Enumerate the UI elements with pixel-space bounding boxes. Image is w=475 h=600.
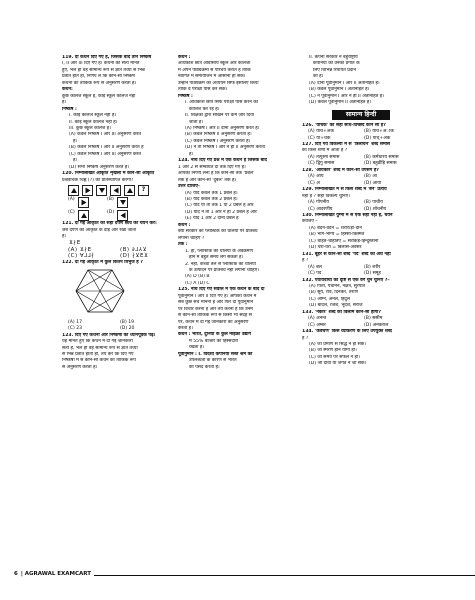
footer-label: 6 | AGRAWAL EXAMCART	[14, 571, 92, 577]
option-label: (B)	[107, 197, 114, 203]
question-text: 122. दी गई आकृति में कुल कितने त्रिभुज हैं ?	[62, 259, 143, 265]
question-text: 134. 'कवचैण' किस व्याकरण के लिए उपयुक्त शब्द	[302, 329, 392, 335]
text-line: 1 और 2 से सम्बंधित दो तर्क दिए गए हैं।	[178, 164, 246, 170]
question-121	[62, 221, 172, 240]
answer-option[interactable]: (C) केवल निष्कर्ष I और III अनुसरण करते	[69, 151, 142, 157]
text-line: से कौन-सा तार्किक रूप से किसी भी संदेह से	[178, 313, 252, 319]
answer-option[interactable]: (D) यदि न तो 1 और न ही 2 प्रबल है और	[185, 209, 257, 215]
question-text: 127. दिए गये विकल्पों में से 'त्रिलोचन' शब्द समास	[302, 141, 390, 147]
text-line: क्या सरकार को प्लास्टिक की थैलियों पर प्रतिबंध	[178, 229, 258, 235]
text-line: निष्कर्ष :	[178, 93, 193, 99]
question-text: 133. 'नकोर' शब्द का विलोम कौन-सा होगा?	[302, 309, 382, 315]
text-line: तर्क :	[178, 242, 188, 248]
answer-option[interactable]: (B) केवल निष्कर्ष I और II अनुसरण करते हैं	[69, 145, 144, 151]
answer-option[interactable]: (A) आय	[308, 174, 324, 180]
question-text: 120. निम्नलिखित आकृति शृंखला में कौन-सी आकृति	[62, 171, 155, 177]
mirror-question-figure: ⊻∤Ε	[69, 240, 81, 247]
text-line: प्रश्नवाचक चिह्न (?) को प्रतिस्थापित करेगी?	[62, 177, 134, 183]
text-line: तर्क है और कौन-सा 'दुर्बल' तर्क है।	[178, 177, 237, 183]
answer-option[interactable]: (A) D (B) B	[185, 274, 210, 280]
series-cell	[68, 185, 79, 196]
text-line: 2. नहीं, कच्चा तेल से प्लास्टिक की थैलियों	[185, 261, 256, 267]
answer-option[interactable]: (B) सूर्य, रवि, दिनकर, तरणि	[309, 290, 358, 296]
question-text: 128. 'आयकार' शब्द में कौन-सा उपसर्ग है?	[302, 167, 379, 173]
right-column	[302, 55, 420, 368]
answer-option[interactable]: (D) समूह	[364, 271, 381, 277]
answer-option[interactable]: (A) अनन्त	[308, 316, 327, 322]
question-122	[62, 260, 172, 266]
question-text: 129. निम्नलिखित में से किस शब्द में 'बेन' प्रत्यय	[302, 187, 387, 193]
answer-option[interactable]: (C) यदि या तो तर्क 1 या 2 प्रबल है और	[185, 203, 254, 209]
text-line: II. कंपनी सरकार ने बहुराष्ट्रीय	[309, 55, 358, 60]
text-line: उपलब्धता के कारण से भारत	[189, 358, 237, 364]
text-line: लिए विभिन्न रियायतें प्रदान	[313, 67, 357, 73]
option-figure[interactable]: ∀⅃⅃∤	[79, 253, 95, 260]
answer-option[interactable]: (D) याच्+अक	[364, 135, 391, 141]
text-line: है।	[62, 233, 67, 239]
text-line: कोशिश कर रहे हैं।	[189, 106, 220, 112]
text-line: निष्कर्ष :	[62, 106, 77, 112]
text-line: ताकि वे परीक्षा पास कर सकें।	[178, 87, 228, 93]
text-line: 1. हाँ, प्लास्टिक की थैलियों के अवक्रमण	[185, 248, 253, 254]
answer-option[interactable]: (C) आदरणीय	[308, 206, 333, 212]
text-line: I. कोई कॉलेज स्कूल नहीं है।	[69, 113, 117, 119]
answer-option[interactable]: (A) याच+अक	[308, 129, 334, 135]
text-line: है ?	[302, 258, 309, 264]
text-line: परे, कथन में दी गई जानकारी का अनुसरण	[178, 319, 249, 325]
text-line: पूर्वानुमान I और II दिए गए हैं। आपको कथन में	[178, 293, 257, 299]
text-line: है ?	[302, 335, 309, 341]
answer-option[interactable]: (C) अग्नि, अनल, हिंदुल	[309, 296, 350, 302]
answer-option[interactable]: (C) या+चक	[308, 135, 331, 141]
option-figure[interactable]: ∤⊻Ε⊻	[132, 253, 149, 260]
answer-option[interactable]: (B) भाग-भाग्य = हिस्सा-किस्मत	[309, 232, 365, 238]
text-line: की हैं।	[313, 74, 324, 80]
text-line: उन्होंने पाठ्यक्रम का अध्ययन सिर्फ इसलिए किया	[178, 80, 259, 86]
text-line: यह मानते हुए कि कथन में दी गई जानकारी	[62, 339, 133, 345]
answer-option[interactable]: (D) बादल, रजेश, भूदेश, सरोज	[309, 303, 363, 309]
page-number: 6	[14, 571, 18, 577]
series-cell	[110, 185, 121, 196]
option-label: (D)	[120, 253, 131, 260]
answer-option[interactable]: (A) पिता, पंचानन, नक्षत्र, सुरपति	[309, 283, 366, 289]
text-line: कथन :	[178, 55, 191, 60]
answer-option[interactable]: (E) यदि 1 और 2 दोनों प्रबल हैं	[185, 216, 239, 222]
answer-option[interactable]: (A) तत्पुरुष समास	[308, 154, 340, 160]
question-text: 126. 'याचक' का सही संधि-विच्छेद कौन सा है?	[302, 122, 386, 128]
answer-option[interactable]: (C) अ	[308, 180, 320, 186]
middle-column	[178, 55, 295, 371]
section-title: सामान्य हिन्दी	[332, 110, 390, 120]
text-line: रखता है।	[189, 345, 205, 351]
option-label: (D)	[107, 210, 115, 216]
brand-name: AGRAWAL EXAMCART	[24, 571, 92, 577]
questions-119-120	[62, 55, 172, 184]
text-line: कथन :	[178, 222, 191, 228]
answer-option[interactable]: (B) ससीम	[364, 316, 383, 322]
series-cell	[124, 185, 135, 196]
answer-option[interactable]: (D) चरा-वरा = बिलास-अवसर	[309, 245, 362, 251]
text-line: है।	[62, 100, 67, 106]
answer-option[interactable]: (C) चाहते-चाहतिए = सराकड़े-हिन्दुस्तानी	[309, 238, 379, 244]
text-line: निष्कर्षों में से कौन-सा कथन का तार्किक रूप	[62, 358, 136, 364]
answer-option[interactable]: (C) द्विगु समास	[308, 161, 335, 167]
mirror-options-cd	[62, 253, 172, 259]
option-figure[interactable]: ∂⅃⅄⊻	[131, 246, 148, 253]
text-line: है।	[189, 151, 194, 157]
text-line: हैं।	[73, 158, 78, 164]
option-label: (A)	[68, 197, 75, 203]
figure-options-120a	[68, 197, 172, 208]
answer-option[interactable]: (B) आ	[364, 174, 377, 180]
option-label: (B)	[120, 246, 130, 253]
answer-option[interactable]: (C) न पूर्वानुमान I और न ही II अंतर्निहित है।	[309, 93, 384, 99]
answer-option[interactable]: (D) बहुव्रीहि समास	[364, 161, 397, 167]
option-figure[interactable]	[117, 210, 128, 221]
text-line: करता है।	[178, 326, 193, 332]
text-line: नहीं है ? सही विकल्प चुनिए।	[302, 193, 350, 199]
answer-option[interactable]: (B) शरीर	[364, 264, 381, 270]
option-label: (A)	[68, 246, 78, 253]
text-line: कथनों का तार्किक रूप से अनुसरण करता है।	[62, 80, 137, 86]
page-footer	[0, 571, 475, 580]
q122-options-cd	[62, 326, 172, 332]
text-line: पर विचार करना है और तय करना है कि उनमें	[178, 306, 253, 312]
answer-option[interactable]: (A) बल	[308, 264, 322, 270]
text-line: सब कुछ सच मानना है और फिर दी पूर्वानुमान	[178, 300, 254, 306]
text-line: को पसंद करती हैं।	[189, 364, 220, 370]
text-line: कीजिए –	[302, 219, 318, 225]
text-line: में अपने पाठ्यक्रमों से परिचय कराते हैं ताकि	[178, 67, 251, 73]
option-c[interactable]: (C) 23	[68, 326, 83, 332]
answer-option[interactable]: (D) शोचनीय	[364, 206, 387, 212]
question-text: 132. पर्यायवाची की दृष्टि से एक वर्ग चुन चुनिए ?–	[302, 277, 390, 283]
text-line: प्रतीत होते हों, निर्णय लें कि कौन-सा निष्कर्ष	[62, 74, 135, 80]
text-line: III. कुछ स्कूल कॉलेज हैं।	[69, 125, 111, 131]
text-line: I, II और III दिए गए हैं। कथनों को सत्य मानते	[62, 61, 140, 67]
option-label: (C)	[68, 253, 78, 260]
series-cell	[96, 185, 107, 196]
text-line: अधिकांश छात्र आवासीय स्कूल और कॉलेजों	[178, 61, 251, 67]
answer-option[interactable]: (D) आया	[364, 180, 382, 186]
answer-option[interactable]: (A) निष्कर्ष I और II दोनों अनुसरण करते हैं।	[185, 125, 260, 131]
answer-option[interactable]: (D) अनकराल	[364, 322, 389, 328]
option-a[interactable]: (A) 17	[68, 319, 83, 325]
option-label: (C)	[68, 210, 75, 216]
section-heading	[302, 110, 420, 120]
answer-option[interactable]: (A) यदि केवल तर्क 1 प्रबल है।	[185, 190, 238, 196]
left-column	[62, 55, 172, 371]
hindi-questions	[302, 123, 420, 368]
hexagon-triangle-figure	[74, 268, 126, 314]
answer-option[interactable]: (D) न तो निष्कर्ष I और न ही II अनुसरण करता	[185, 145, 265, 151]
series-cell	[82, 185, 93, 196]
option-d[interactable]: (D) 20	[120, 326, 135, 332]
answer-option[interactable]: (A) दोनों पूर्वानुमान I और II अंतर्निहित हैं।	[309, 80, 380, 86]
answer-option[interactable]: (B) यदि केवल तर्क 2 प्रबल है।	[185, 196, 238, 202]
answer-option[interactable]: (B) केवल पूर्वानुमान I अंतर्निहित है।	[309, 87, 370, 93]
answer-option[interactable]: (C) A (D) C	[185, 280, 210, 286]
answer-option[interactable]: (C) जो समय पर सफल न हो।	[309, 354, 360, 360]
text-line: सत्य है, भले ही वह सामान्य रूप से ज्ञात तथ्यों	[62, 345, 138, 351]
question-text: 119. दो कथन दिए गए हैं, जिसके बाद तीन निष्कर्ष	[62, 55, 152, 60]
question-text: 123. दिए गए कथनों और निष्कर्षों को ध्यानपूर्वक पढ़ें।	[62, 332, 156, 338]
text-line: कुछ कॉलेज स्कूल हैं, कोई स्कूल कॉलेज नहीं	[62, 93, 136, 99]
text-line: से अनुसरण करता है।	[62, 364, 98, 370]
answer-option[interactable]: (B) याच+अाक	[364, 129, 394, 135]
text-line: की किस श्रेणी में आता है ?	[302, 148, 348, 154]
text-line: होने में बहुत समय लग सकता है।	[189, 255, 244, 261]
question-123	[62, 333, 172, 372]
option-figure[interactable]: ⊻∤Ε	[79, 246, 92, 253]
option-row	[302, 161, 420, 167]
answer-option[interactable]: (D) सभी निष्कर्ष अनुसरण करते हैं।	[69, 164, 129, 170]
answer-option[interactable]: (C) अम्बर	[308, 322, 326, 328]
answer-option[interactable]: (C) पद	[308, 271, 322, 277]
text-line: से भिन्न प्रतीत होती हो, तय करें कि दिए गए	[62, 351, 134, 357]
option-figure[interactable]	[78, 197, 89, 208]
answer-option[interactable]: (B) कर्मधारय समास	[364, 154, 399, 160]
question-text: 125. नीचे दिए गए सवाल में एक कथन के बाद दो	[178, 287, 265, 293]
option-figure[interactable]	[117, 197, 128, 208]
answer-option[interactable]: (A) केवल निष्कर्ष I और III अनुसरण करते	[69, 132, 141, 138]
answer-option[interactable]: (D) जो दीवा या जगत न जा सके।	[309, 361, 367, 367]
text-line: I. अधिकांश छात्र सिर्फ परीक्षा पास करने की	[185, 100, 258, 106]
text-line: में 55% बाजार की हिस्सेदारी	[189, 338, 239, 344]
option-row	[302, 271, 420, 277]
answer-option[interactable]: (B) केवल निष्कर्ष II अनुसरण करता है।	[185, 132, 252, 138]
answer-option[interactable]: (A) जो प्रमाण से सिद्ध न हो सके।	[309, 342, 367, 348]
option-b[interactable]: (B) 19	[120, 319, 135, 325]
answer-option[interactable]: (A) गोपनीय	[308, 200, 329, 206]
question-text: 124. नीचे दिए गए प्रश्न में एक कथन है जिसके बाद	[178, 158, 267, 164]
text-line: उत्तर दीजिए-	[178, 184, 200, 190]
text-line: कथन:	[62, 87, 73, 93]
question-text: 131. बूहरे से कौन-सा शब्द 'पद' शब्द का अर्थ नहीं	[302, 251, 391, 257]
question-text: 121. दी गई आकृति की सही दर्पण छवि का चयन करें।	[62, 221, 157, 227]
text-line: कथन : भारत, दुनिया के कुल माइक्रो उद्योग	[178, 332, 252, 338]
text-line: II. कोई स्कूल कॉलेज नहीं है।	[69, 119, 118, 125]
figure-options-120b	[68, 210, 172, 221]
answer-option[interactable]: (B) जो स्मरण होने योग्य हो।	[309, 348, 357, 354]
answer-option[interactable]: (A) बदन-वदन = शरीर/ड़ा-दीन	[309, 225, 362, 231]
question-mark-cell: ?	[138, 185, 149, 196]
question-text: 130. निम्नलिखित युग्मों में से एक सही नहीं है, चयन	[302, 212, 393, 218]
text-line: जब दर्पण को आकृति के दाईं ओर रखा जाता	[62, 227, 137, 233]
text-line: आपको निर्णय लेना है कि कौन-सा तर्क 'प्रबल'	[178, 171, 255, 177]
text-line: हैं।	[73, 138, 78, 144]
footer-rule	[94, 575, 475, 576]
text-line: कंपनियों को उनकी प्रगति के	[313, 61, 360, 67]
text-line: नवागत में समायोजन में आसानी हो सके।	[178, 74, 246, 80]
text-line: पूर्वानुमान : I. विदेशी कंपनियां सस्ते श्रम की	[178, 351, 253, 357]
answer-option[interactable]: (C) केवल निष्कर्ष I अनुसरण करता है।	[185, 138, 251, 144]
answer-option[interactable]: (D) केवल पूर्वानुमान II अंतर्निहित है।	[309, 100, 372, 106]
figure-series-120	[68, 185, 172, 196]
text-line: के उत्पादन पर प्रतिबंध नहीं लगाना चाहिए।	[189, 267, 259, 273]
answer-option[interactable]: (B) पाचीय	[364, 200, 383, 206]
question-125-continued	[302, 55, 420, 107]
text-line: हुए, भले ही वह सामान्य रूप से ज्ञात तथ्यों से भिन्न	[62, 67, 145, 73]
option-figure[interactable]	[78, 210, 89, 221]
text-line: लगाना चाहिए ?	[178, 235, 205, 241]
text-line: जाता है।	[189, 119, 204, 125]
text-line: II. शिक्षकों द्वारा सीखने पर कम ज़ोर दिया	[185, 113, 254, 119]
